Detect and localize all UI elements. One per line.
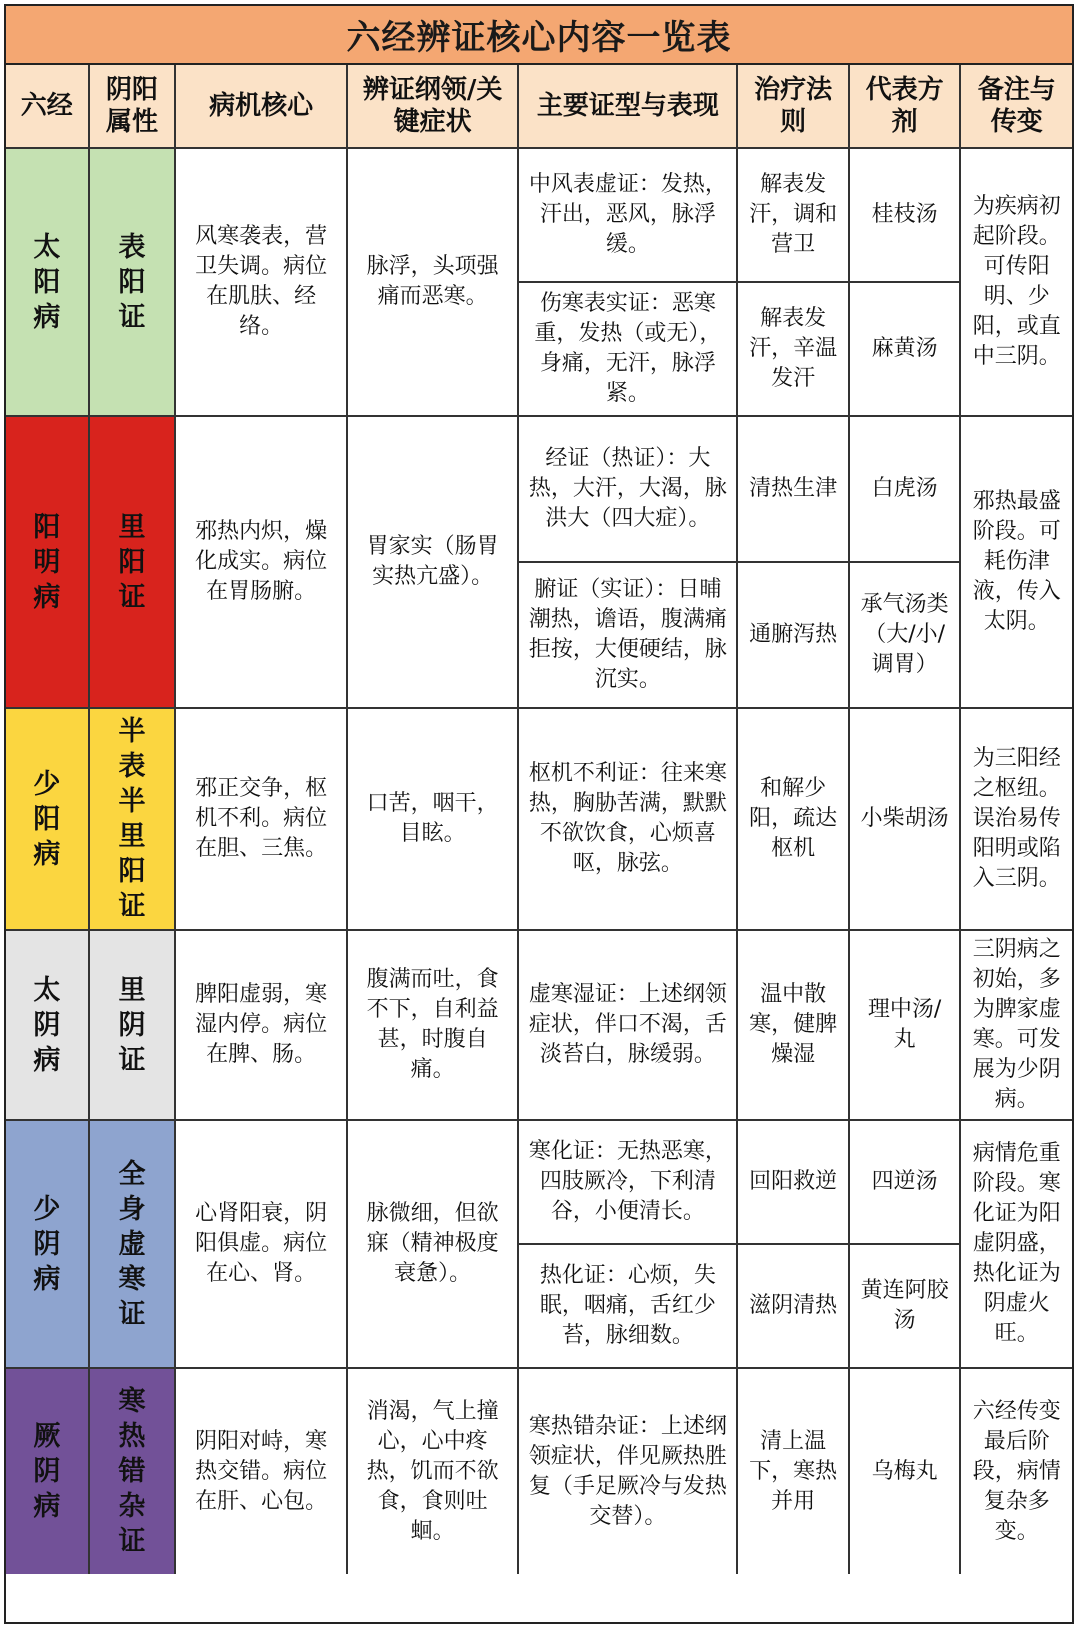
six-meridian-table (6, 65, 1072, 1574)
table-row (6, 416, 1072, 562)
meridian-cell: 太阳病 (6, 148, 89, 416)
header-cell: 治疗法则 (737, 65, 849, 148)
meridian-cell: 少阳病 (6, 708, 89, 930)
formula-cell: 乌梅丸 (849, 1368, 961, 1574)
pathogenesis-cell: 邪正交争，枢机不利。病位在胆、三焦。 (175, 708, 346, 930)
yinyang-cell: 表阳证 (89, 148, 176, 416)
meridian-cell: 厥阴病 (6, 1368, 89, 1574)
syndrome-cell: 枢机不利证：往来寒热，胸胁苦满，默默不欲饮食，心烦喜呕，脉弦。 (518, 708, 737, 930)
yinyang-cell: 全身虚寒证 (89, 1120, 176, 1368)
syndrome-cell: 寒热错杂证：上述纲领症状，伴见厥热胜复（手足厥冷与发热交替）。 (518, 1368, 737, 1574)
yinyang-cell: 半表半里阳证 (89, 708, 176, 930)
yinyang-cell: 里阴证 (89, 930, 176, 1120)
treatment-cell: 解表发汗，辛温发汗 (737, 282, 849, 416)
formula-cell: 理中汤/丸 (849, 930, 961, 1120)
treatment-cell: 和解少阳，疏达枢机 (737, 708, 849, 930)
pathogenesis-cell: 心肾阳衰，阴阳俱虚。病位在心、肾。 (175, 1120, 346, 1368)
yinyang-cell: 寒热错杂证 (89, 1368, 176, 1574)
header-cell: 主要证型与表现 (518, 65, 737, 148)
pathogenesis-cell: 脾阳虚弱，寒湿内停。病位在脾、肠。 (175, 930, 346, 1120)
note-cell: 邪热最盛阶段。可耗伤津液，传入太阴。 (960, 416, 1072, 708)
treatment-cell: 清热生津 (737, 416, 849, 562)
table-header (6, 65, 1072, 148)
key-symptoms-cell: 脉微细，但欲寐（精神极度衰惫）。 (347, 1120, 518, 1368)
syndrome-cell: 中风表虚证：发热，汗出，恶风，脉浮缓。 (518, 148, 737, 282)
meridian-cell: 阳明病 (6, 416, 89, 708)
syndrome-cell: 寒化证：无热恶寒，四肢厥冷，下利清谷，小便清长。 (518, 1120, 737, 1244)
table-row (6, 1120, 1072, 1244)
table-title: 六经辨证核心内容一览表 (6, 6, 1072, 65)
key-symptoms-cell: 消渴，气上撞心，心中疼热，饥而不欲食，食则吐蛔。 (347, 1368, 518, 1574)
note-cell: 三阴病之初始，多为脾家虚寒。可发展为少阴病。 (960, 930, 1072, 1120)
note-cell: 为疾病初起阶段。可传阳明、少阳，或直中三阴。 (960, 148, 1072, 416)
summary-table-card (4, 4, 1074, 1624)
syndrome-cell: 热化证：心烦，失眠，咽痛，舌红少苔，脉细数。 (518, 1244, 737, 1368)
treatment-cell: 通腑泻热 (737, 562, 849, 708)
treatment-cell: 滋阴清热 (737, 1244, 849, 1368)
table-row (6, 1368, 1072, 1574)
syndrome-cell: 虚寒湿证：上述纲领症状，伴口不渴，舌淡苔白，脉缓弱。 (518, 930, 737, 1120)
key-symptoms-cell: 腹满而吐，食不下，自利益甚，时腹自痛。 (347, 930, 518, 1120)
header-cell: 辨证纲领/关键症状 (347, 65, 518, 148)
header-cell: 阴阳属性 (89, 65, 176, 148)
formula-cell: 桂枝汤 (849, 148, 961, 282)
table-row (6, 708, 1072, 930)
note-cell: 为三阳经之枢纽。误治易传阳明或陷入三阴。 (960, 708, 1072, 930)
header-cell: 代表方剂 (849, 65, 961, 148)
header-cell: 备注与传变 (960, 65, 1072, 148)
syndrome-cell: 伤寒表实证：恶寒重，发热（或无），身痛，无汗，脉浮紧。 (518, 282, 737, 416)
treatment-cell: 清上温下，寒热并用 (737, 1368, 849, 1574)
meridian-cell: 太阴病 (6, 930, 89, 1120)
table-row (6, 148, 1072, 282)
pathogenesis-cell: 风寒袭表，营卫失调。病位在肌肤、经络。 (175, 148, 346, 416)
table-row (6, 930, 1072, 1120)
key-symptoms-cell: 脉浮，头项强痛而恶寒。 (347, 148, 518, 416)
pathogenesis-cell: 阴阳对峙，寒热交错。病位在肝、心包。 (175, 1368, 346, 1574)
formula-cell: 四逆汤 (849, 1120, 961, 1244)
key-symptoms-cell: 口苦，咽干，目眩。 (347, 708, 518, 930)
treatment-cell: 解表发汗，调和营卫 (737, 148, 849, 282)
header-cell: 六经 (6, 65, 89, 148)
note-cell: 六经传变最后阶段，病情复杂多变。 (960, 1368, 1072, 1574)
meridian-cell: 少阴病 (6, 1120, 89, 1368)
formula-cell: 白虎汤 (849, 416, 961, 562)
header-cell: 病机核心 (175, 65, 346, 148)
pathogenesis-cell: 邪热内炽，燥化成实。病位在胃肠腑。 (175, 416, 346, 708)
formula-cell: 麻黄汤 (849, 282, 961, 416)
treatment-cell: 温中散寒，健脾燥湿 (737, 930, 849, 1120)
syndrome-cell: 腑证（实证）：日晡潮热，谵语，腹满痛拒按，大便硬结，脉沉实。 (518, 562, 737, 708)
treatment-cell: 回阳救逆 (737, 1120, 849, 1244)
note-cell: 病情危重阶段。寒化证为阳虚阴盛，热化证为阴虚火旺。 (960, 1120, 1072, 1368)
formula-cell: 黄连阿胶汤 (849, 1244, 961, 1368)
table-body (6, 148, 1072, 1574)
formula-cell: 小柴胡汤 (849, 708, 961, 930)
yinyang-cell: 里阳证 (89, 416, 176, 708)
syndrome-cell: 经证（热证）：大热，大汗，大渴，脉洪大（四大症）。 (518, 416, 737, 562)
key-symptoms-cell: 胃家实（肠胃实热亢盛）。 (347, 416, 518, 708)
formula-cell: 承气汤类（大/小/调胃） (849, 562, 961, 708)
